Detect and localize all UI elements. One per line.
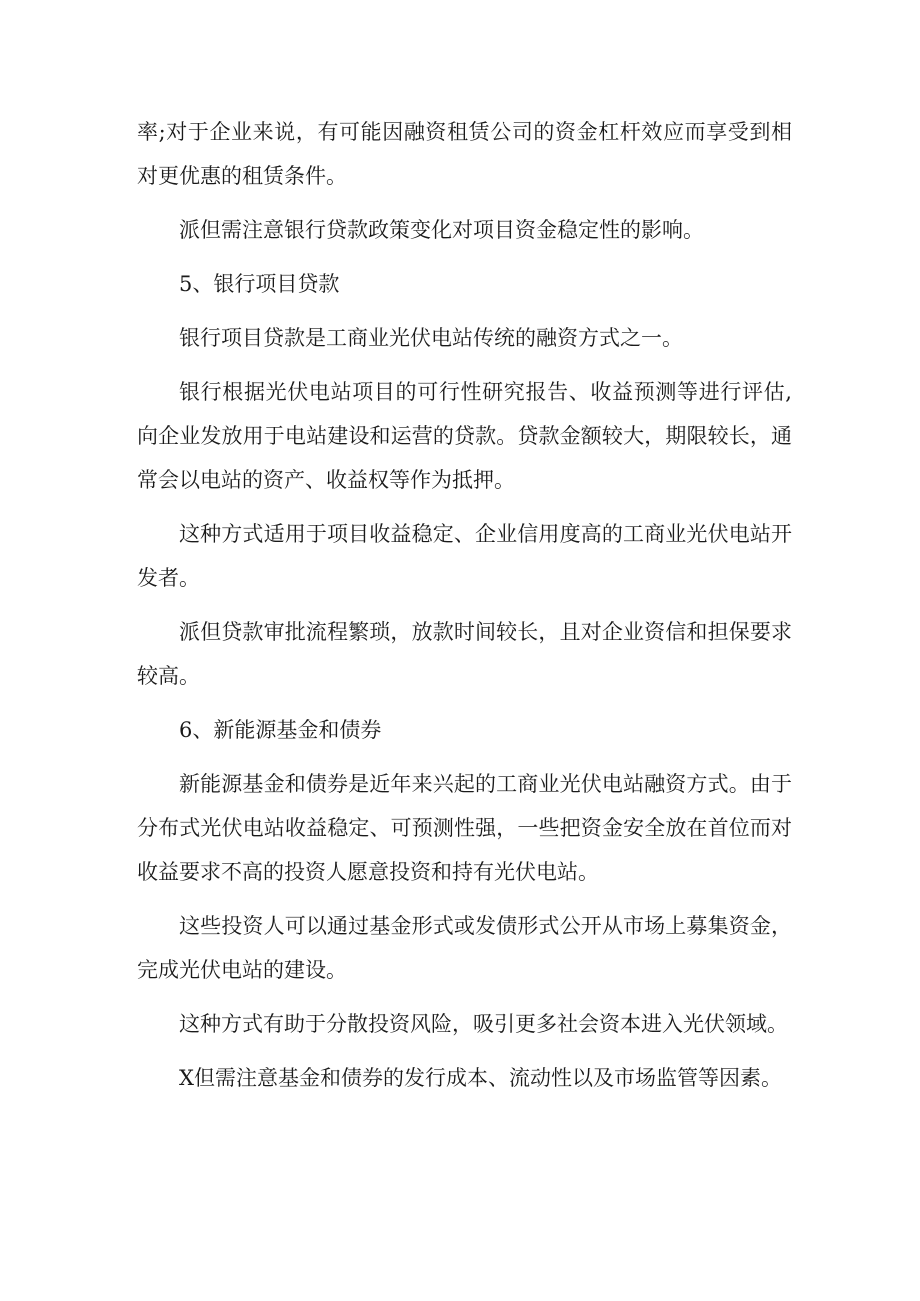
- paragraph-bank-policy-note: 派但需注意银行贷款政策变化对项目资金稳定性的影响。: [179, 218, 704, 242]
- paragraph-bank-loan-intro: 银行项目贷款是工商业光伏电站传统的融资方式之一。: [179, 326, 683, 350]
- paragraph-funds-bonds-caution: X但需注意基金和债券的发行成本、流动性以及市场监管等因素。: [179, 1066, 782, 1090]
- section-heading-bank-loan: 5、银行项目贷款: [179, 272, 340, 296]
- paragraph-funds-bonds-investors: 这些投资人可以通过基金形式或发债形式公开从市场上募集资金，完成光伏电站的建设。: [137, 914, 792, 982]
- document-body: [137, 110, 792, 1110]
- paragraph-bank-loan-details: 银行根据光伏电站项目的可行性研究报告、收益预测等进行评估,向企业发放用于电站建设和运营的贷款。贷款金额较大，期限较长，通常会以电站的资产、收益权等作为抵押。: [137, 380, 792, 492]
- paragraph-leasing-conditions: 率;对于企业来说，有可能因融资租赁公司的资金杠杆效应而享受到相对更优惠的租赁条件。: [137, 120, 792, 188]
- paragraph-funds-bonds-benefit: 这种方式有助于分散投资风险，吸引更多社会资本进入光伏领域。: [179, 1012, 788, 1036]
- paragraph-bank-loan-drawbacks: 派但贷款审批流程繁琐，放款时间较长，且对企业资信和担保要求较高。: [137, 620, 792, 688]
- paragraph-bank-loan-applicability: 这种方式适用于项目收益稳定、企业信用度高的工商业光伏电站开发者。: [137, 522, 792, 590]
- section-heading-funds-bonds: 6、新能源基金和债券: [179, 718, 382, 742]
- paragraph-funds-bonds-intro: 新能源基金和债券是近年来兴起的工商业光伏电站融资方式。由于分布式光伏电站收益稳定、可预测性强，一些把资金安全放在首位而对收益要求不高的投资人愿意投资和持有光伏电站。: [137, 772, 792, 884]
